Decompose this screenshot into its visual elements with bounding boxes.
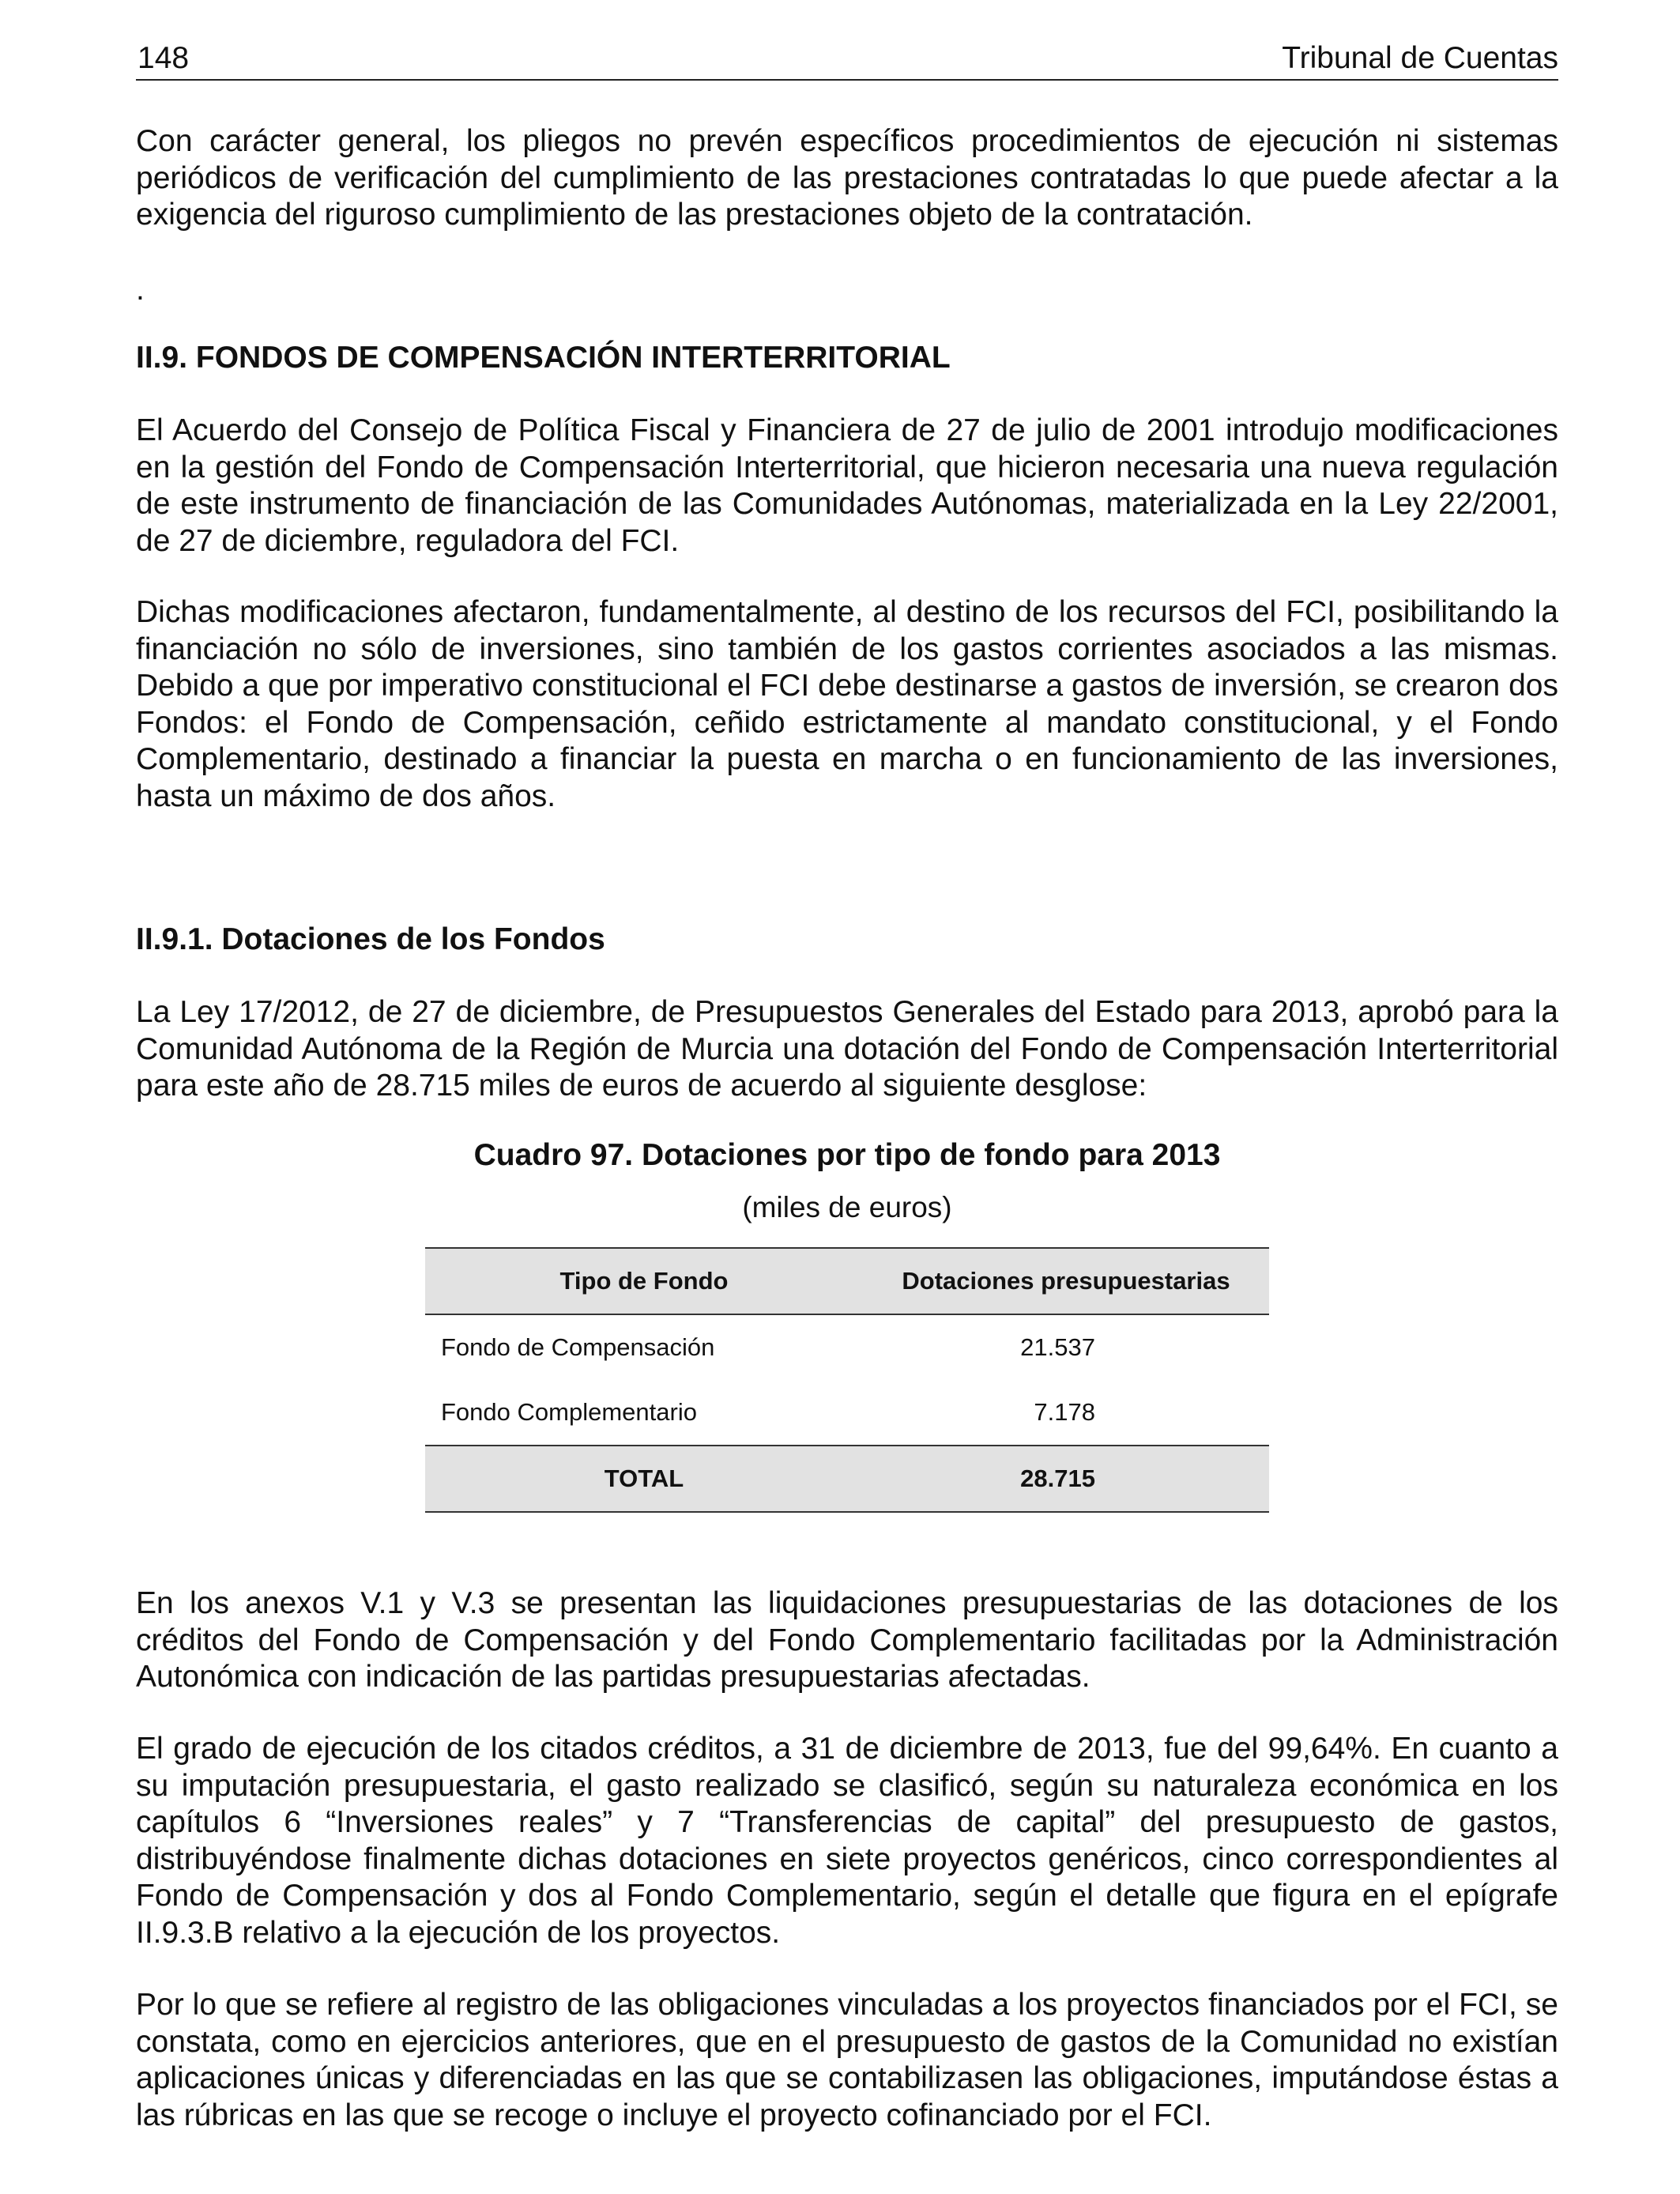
intro-paragraph: Con carácter general, los pliegos no prevén específicos procedimientos de ejecución ni sistemas periódicos de verificación del cumplimiento de las prestaciones contratadas lo que puede afectar a la exigencia del riguroso cumplimiento de las prestaciones objeto de la contratación. bbox=[136, 124, 1558, 232]
section-heading: II.9. FONDOS DE COMPENSACIÓN INTERTERRITORIAL bbox=[136, 341, 951, 375]
fund-name-cell: Fondo de Compensación bbox=[441, 1333, 715, 1361]
fund-amount-cell: 7.178 bbox=[1034, 1398, 1095, 1426]
table-row bbox=[425, 1314, 1269, 1380]
section-paragraph-2: Dichas modificaciones afectaron, fundamentalmente, al destino de los recursos del FCI, posibilitando la financiación no sólo de inversiones, sino también de los gastos corrientes asociados a las mismas. Debido a que por imperativo constitucional el FCI debe destinarse a gastos de inversión, se crearon dos Fondos: el Fondo de Compensación, ceñido estrictamente al mandato constitucional, y el Fondo Complementario, destinado a financiar la puesta en marcha o en funcionamiento de las inversiones, hasta un máximo de dos años. bbox=[136, 595, 1558, 813]
total-label-cell: TOTAL bbox=[425, 1446, 863, 1512]
fund-name-cell: Fondo Complementario bbox=[441, 1398, 697, 1426]
section-paragraph-1: El Acuerdo del Consejo de Política Fiscal y Financiera de 27 de julio de 2001 introdujo modificaciones en la gestión del Fondo de Compensación Interterritorial, que hicieron necesaria una nueva regulación de este instrumento de financiación de las Comunidades Autónomas, materializada en la Ley 22/2001, de 27 de diciembre, reguladora del FCI. bbox=[136, 413, 1558, 558]
fund-amount-cell: 21.537 bbox=[1020, 1333, 1095, 1361]
subsection-heading: II.9.1. Dotaciones de los Fondos bbox=[136, 922, 605, 956]
table-unit: (miles de euros) bbox=[742, 1191, 952, 1223]
subsection-paragraph: La Ley 17/2012, de 27 de diciembre, de Presupuestos Generales del Estado para 2013, aprobó para la Comunidad Autónoma de la Región de Murcia una dotación del Fondo de Compensación Interterritorial para este año de 28.715 miles de euros de acuerdo al siguiente desglose: bbox=[136, 995, 1558, 1103]
running-title: Tribunal de Cuentas bbox=[1282, 41, 1558, 75]
stray-dot: . bbox=[136, 273, 145, 307]
table-title: Cuadro 97. Dotaciones por tipo de fondo para 2013 bbox=[473, 1138, 1221, 1172]
closing-paragraph-3: Por lo que se refiere al registro de las obligaciones vinculadas a los proyectos financiados por el FCI, se constata, como en ejercicios anteriores, que en el presupuesto de gastos de la Comunidad no existían aplicaciones únicas y diferenciadas en las que se contabilizasen las obligaciones, imputándose éstas a las rúbricas en las que se recoge o incluye el proyecto cofinanciado por el FCI. bbox=[136, 1988, 1558, 2132]
total-amount-cell: 28.715 bbox=[863, 1446, 1269, 1512]
table-row bbox=[425, 1380, 1269, 1446]
column-header-fund-type: Tipo de Fondo bbox=[425, 1248, 863, 1314]
page-header bbox=[136, 38, 1558, 81]
closing-paragraph-2: El grado de ejecución de los citados créditos, a 31 de diciembre de 2013, fue del 99,64%. En cuanto a su imputación presupuestaria, el gasto realizado se clasificó, según su naturaleza económica en los capítulos 6 “Inversiones reales” y 7 “Transferencias de capital” del presupuesto de gastos, distribuyéndose finalmente dichas dotaciones en siete proyectos genéricos, cinco correspondientes al Fondo de Compensación y dos al Fondo Complementario, según el detalle que figura en el epígrafe II.9.3.B relativo a la ejecución de los proyectos. bbox=[136, 1732, 1558, 1950]
table-header-row bbox=[425, 1248, 1269, 1314]
fund-table bbox=[425, 1247, 1269, 1513]
column-header-amount: Dotaciones presupuestarias bbox=[863, 1248, 1269, 1314]
page-number: 148 bbox=[137, 41, 190, 75]
table-total-row bbox=[425, 1446, 1269, 1512]
closing-paragraph-1: En los anexos V.1 y V.3 se presentan las liquidaciones presupuestarias de las dotaciones de los créditos del Fondo de Compensación y del Fondo Complementario facilitadas por la Administración Autonómica con indicación de las partidas presupuestarias afectadas. bbox=[136, 1586, 1558, 1694]
